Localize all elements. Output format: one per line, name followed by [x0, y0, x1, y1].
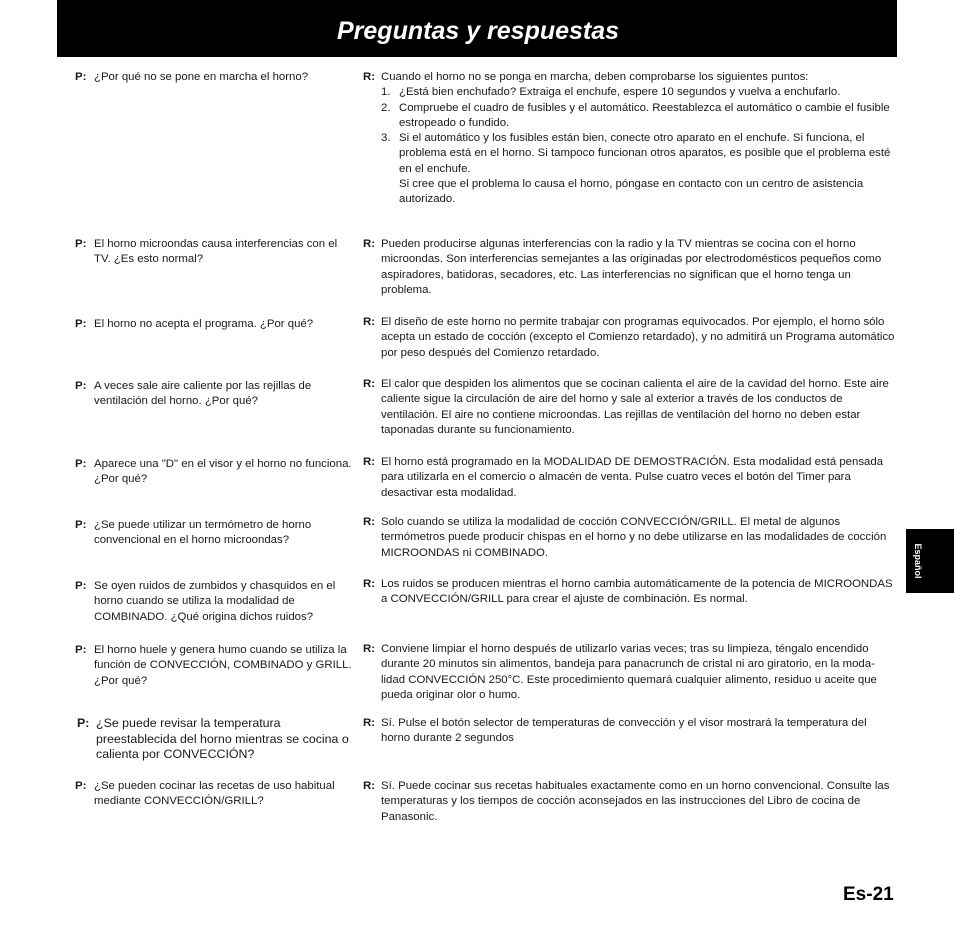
answer-tag: R: — [363, 378, 376, 390]
list-item — [381, 131, 895, 177]
answer-1 — [363, 70, 895, 208]
list-item-number: 1. — [381, 86, 391, 99]
question-7 — [75, 579, 355, 625]
question-3 — [75, 317, 355, 332]
list-item-number: 3. — [381, 132, 391, 145]
check-steps-list — [381, 85, 895, 177]
language-tab-label: Español — [913, 543, 923, 579]
language-tab — [906, 529, 954, 593]
answer-5 — [363, 455, 895, 501]
question-tag: P: — [75, 644, 87, 656]
question-tag: P: — [75, 380, 87, 392]
question-tag: P: — [75, 318, 87, 330]
answer-text: El calor que despiden los alimentos que se cocinan calienta el aire de la cavidad del horno. Este aire caliente sigue la circulación de aire del horno y sale al exterior a través de los conductos de ventilación. El aire no contiene microondas. Las rejillas de ventilación del horno no deben estar taponadas durante su funcionamiento. — [381, 378, 889, 436]
question-tag: P: — [75, 71, 87, 83]
answer-7 — [363, 577, 895, 608]
question-8 — [75, 643, 355, 689]
answer-tag: R: — [363, 71, 376, 83]
answer-tag: R: — [363, 578, 376, 590]
answer-3 — [363, 315, 895, 361]
answer-6 — [363, 515, 895, 561]
question-text: ¿Se puede revisar la temperatura preestablecida del horno mientras se cocina o calienta por CONVECCIÓN? — [96, 716, 349, 761]
list-item — [381, 101, 895, 132]
question-2 — [75, 237, 355, 268]
page-title: Preguntas y respuestas — [337, 17, 620, 45]
question-text: Se oyen ruidos de zumbidos y chasquidos en el horno cuando se utiliza la modalidad de COMBINADO. ¿Qué origina dichos ruidos? — [94, 580, 336, 623]
answer-tag: R: — [363, 516, 376, 528]
list-item-text: Compruebe el cuadro de fusibles y el automático. Reestablezca el automático o cambie el fusible estropeado o fundido. — [399, 101, 890, 129]
question-10 — [75, 779, 355, 810]
answer-tag: R: — [363, 780, 376, 792]
question-6 — [75, 518, 355, 549]
answer-tag: R: — [363, 316, 376, 328]
answer-text: Sí. Pulse el botón selector de temperaturas de convección y el visor mostrará la temperatura del horno durante 2 segundos — [381, 717, 867, 745]
list-item-text: Si el automático y los fusibles están bien, conecte otro aparato en el enchufe. Si funciona, el problema está en el horno. Si tampoco funcionan otros aparatos, es posible que el problema esté en el enchufe. — [399, 132, 891, 175]
list-item — [381, 85, 895, 100]
answer-text: Solo cuando se utiliza la modalidad de cocción CONVECCIÓN/GRILL. El metal de algunos termómetros puede producir chispas en el horno y no debe utilizarse en las modalidades de cocción MICROONDAS ni COMBINADO. — [381, 516, 887, 559]
answer-tag: R: — [363, 717, 376, 729]
question-5 — [75, 457, 355, 488]
question-tag: P: — [77, 716, 90, 730]
question-text: El horno huele y genera humo cuando se utiliza la función de CONVECCIÓN, COMBINADO y GRILL. ¿Por qué? — [94, 644, 352, 687]
answer-8 — [363, 642, 895, 703]
answer-text: Sí. Puede cocinar sus recetas habituales exactamente como en un horno convencional. Consulte las temperaturas y los tiempos de cocción aconsejados en las instrucciones del Libro de cocina de Panasonic. — [381, 780, 890, 823]
answer-text: Pueden producirse algunas interferencias con la radio y la TV mientras se cocina con el horno microondas. Son interferencias semejantes a las originadas por electrodomésticos pequeños como aspiradores, batidoras, secadores, etc. Las interferencias no significan que el horno tenga un problema. — [381, 238, 882, 296]
question-4 — [75, 379, 355, 410]
answer-text: Los ruidos se producen mientras el horno cambia automáticamente de la potencia de MICROONDAS a CONVECCIÓN/GRILL para crear el ajuste de combinación. Es normal. — [381, 578, 893, 606]
question-9 — [77, 716, 357, 763]
answer-9 — [363, 716, 895, 747]
answer-tag: R: — [363, 238, 376, 250]
answer-note: Si cree que el problema lo causa el horno, póngase en contacto con un centro de asistencia autorizado. — [399, 178, 864, 206]
question-text: ¿Se puede utilizar un termómetro de horno convencional en el horno microondas? — [94, 519, 312, 547]
question-tag: P: — [75, 458, 87, 470]
question-text: El horno microondas causa interferencias con el TV. ¿Es esto normal? — [94, 238, 338, 266]
answer-text: El horno está programado en la MODALIDAD DE DEMOSTRACIÓN. Esta modalidad está pensada para utilizarla en el comercio o almacén de venta. Pulse cuatro veces el botón del Timer para desactivar esta modalidad. — [381, 456, 884, 499]
title-bar — [57, 0, 897, 57]
answer-text: Conviene limpiar el horno después de utilizarlo varias veces; tras su limpieza, téngalo encendido durante 20 minutos sin alimentos, bandeja para panacrunch de cristal ni aro giratorio, en la moda-lidad CONVECCIÓN 250°C. Este procedimiento quemará cualquier alimento, residuo u aceite que pueda originar olor o humo. — [381, 643, 877, 701]
answer-text: El diseño de este horno no permite trabajar con programas equivocados. Por ejemplo, el horno sólo acepta un estado de cocción (excepto el Comienzo retardado), y no admitirá un Programa automático por peso después del Comienzo retardado. — [381, 316, 895, 359]
question-text: ¿Se pueden cocinar las recetas de uso habitual mediante CONVECCIÓN/GRILL? — [94, 780, 335, 808]
question-1 — [75, 70, 355, 85]
question-text: Aparece una "D" en el visor y el horno no funciona. ¿Por qué? — [94, 458, 352, 486]
question-tag: P: — [75, 519, 87, 531]
question-text: El horno no acepta el programa. ¿Por qué? — [94, 318, 314, 330]
question-tag: P: — [75, 780, 87, 792]
page-number: Es-21 — [843, 884, 894, 905]
answer-10 — [363, 779, 895, 825]
answer-tag: R: — [363, 456, 376, 468]
question-tag: P: — [75, 580, 87, 592]
answer-tag: R: — [363, 643, 376, 655]
question-text: A veces sale aire caliente por las rejillas de ventilación del horno. ¿Por qué? — [94, 380, 312, 408]
answer-2 — [363, 237, 895, 298]
question-tag: P: — [75, 238, 87, 250]
list-item-number: 2. — [381, 101, 391, 114]
answer-intro: Cuando el horno no se ponga en marcha, deben comprobarse los siguientes puntos: — [381, 71, 809, 83]
question-text: ¿Por qué no se pone en marcha el horno? — [94, 71, 309, 83]
answer-4 — [363, 377, 895, 438]
list-item-text: ¿Está bien enchufado? Extraiga el enchufe, espere 10 segundos y vuelva a enchufarlo. — [399, 86, 841, 99]
